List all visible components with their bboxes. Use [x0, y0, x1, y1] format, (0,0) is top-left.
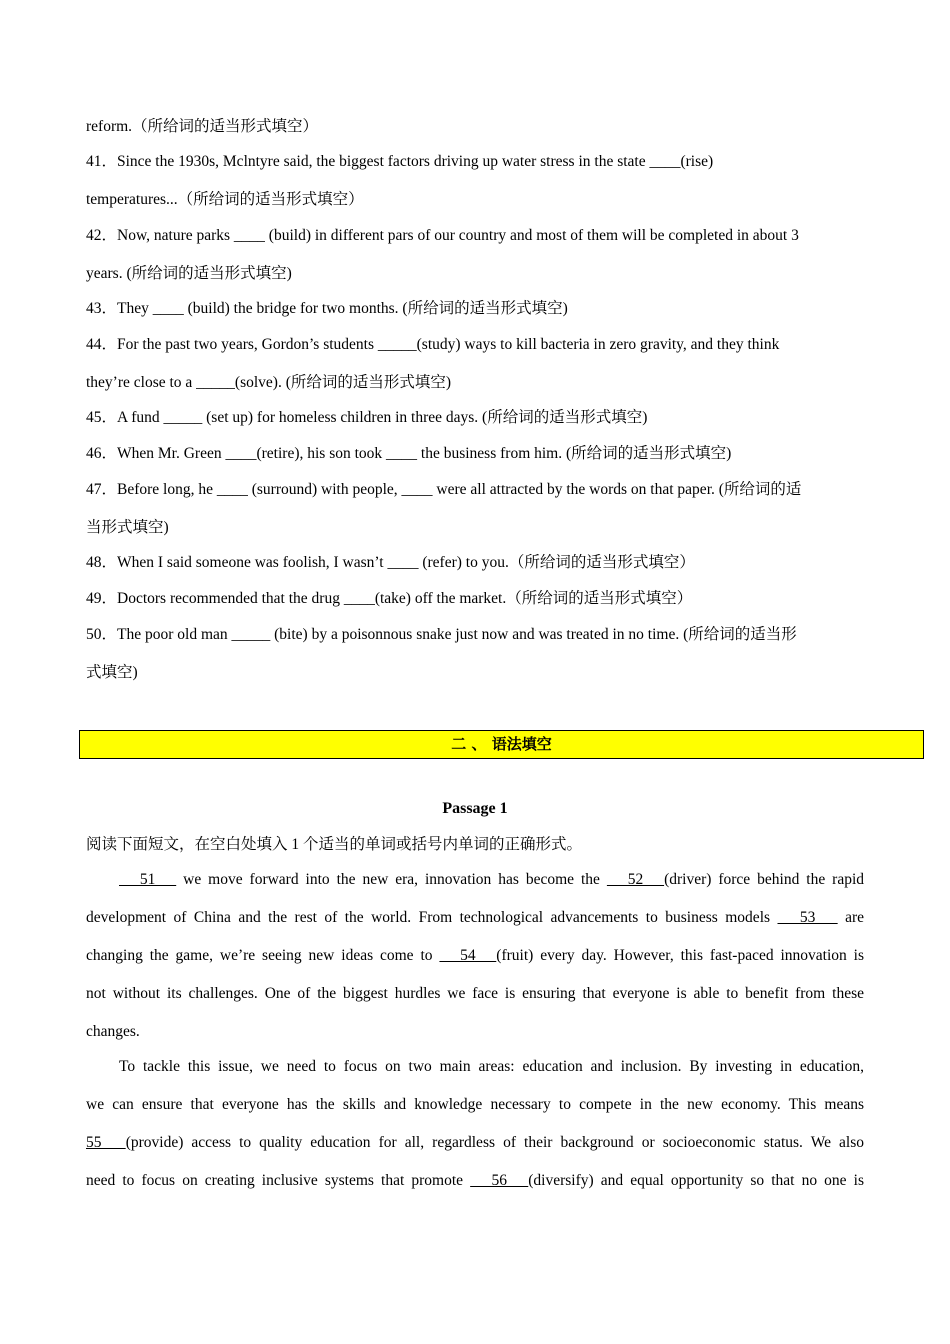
- passage-title: Passage 1: [442, 800, 508, 817]
- paragraph-line: development of China and the rest of the world. From technological advancements to business models 53 are: [86, 909, 865, 926]
- paragraph-line: not without its challenges. One of the biggest hurdles we face is ensuring that everyone is able to benefit from these: [86, 985, 864, 1002]
- blank-55[interactable]: 55: [86, 1134, 126, 1151]
- question-50-continuation: 式填空): [86, 664, 138, 681]
- paragraph-line: To tackle this issue, we need to focus on two main areas: education and inclusion. By investing in education,: [119, 1058, 864, 1075]
- passage-instruction: 阅读下面短文，在空白处填入 1 个适当的单词或括号内单词的正确形式。: [86, 836, 583, 853]
- question-49: 49．Doctors recommended that the drug ____(take) off the market.（所给词的适当形式填空）: [86, 590, 693, 607]
- question-45: 45．A fund _____ (set up) for homeless children in three days. (所给词的适当形式填空): [86, 409, 648, 426]
- paragraph-line: 51 we move forward into the new era, innovation has become the 52 (driver) force behind the rapid: [119, 871, 865, 888]
- paragraph-line: we can ensure that everyone has the skills and knowledge necessary to compete in the new economy. This means: [86, 1096, 864, 1113]
- paragraph-line: 55 (provide) access to quality education for all, regardless of their background or socioeconomic status. We also: [86, 1134, 865, 1151]
- question-50: 50．The poor old man _____ (bite) by a poisonnous snake just now and was treated in no time. (所给词的适当形: [86, 626, 797, 643]
- blank-54[interactable]: 54: [439, 947, 497, 964]
- section-header-grammar-fill: 二 、 语法填空: [79, 730, 924, 759]
- paragraph-line: changing the game, we’re seeing new ideas come to 54 (fruit) every day. However, this fast-paced innovation is: [86, 947, 865, 964]
- question-46: 46．When Mr. Green ____(retire), his son took ____ the business from him. (所给词的适当形式填空): [86, 445, 732, 462]
- question-47-continuation: 当形式填空): [86, 519, 169, 536]
- question-43: 43．They ____ (build) the bridge for two months. (所给词的适当形式填空): [86, 300, 568, 317]
- passage-paragraph-1: [86, 870, 864, 1060]
- question-42: 42．Now, nature parks ____ (build) in different pars of our country and most of them will be completed in about 3: [86, 227, 799, 244]
- paragraph-line: need to focus on creating inclusive systems that promote 56 (diversify) and equal opportunity so that no one is: [86, 1172, 865, 1189]
- paragraph-line: changes.: [86, 1023, 140, 1040]
- question-48: 48．When I said someone was foolish, I wasn’t ____ (refer) to you.（所给词的适当形式填空）: [86, 554, 695, 571]
- passage-paragraph-2: [86, 1057, 864, 1209]
- blank-51[interactable]: 51: [119, 871, 177, 888]
- blank-56[interactable]: 56: [470, 1172, 529, 1189]
- question-44: 44．For the past two years, Gordon’s students _____(study) ways to kill bacteria in zero gravity, and they think: [86, 336, 780, 353]
- blank-52[interactable]: 52: [606, 871, 665, 888]
- question-41: 41．Since the 1930s, Mclntyre said, the biggest factors driving up water stress in the state ____(rise): [86, 153, 714, 170]
- question-44-continuation: they’re close to a _____(solve). (所给词的适当形式填空): [86, 374, 452, 391]
- question-41-continuation: temperatures...（所给词的适当形式填空）: [86, 191, 364, 208]
- question-40-continuation: reform.（所给词的适当形式填空）: [86, 118, 319, 135]
- question-47: 47．Before long, he ____ (surround) with people, ____ were all attracted by the words on that paper. (所给词的适: [86, 481, 802, 498]
- blank-53[interactable]: 53: [777, 909, 838, 926]
- question-42-continuation: years. (所给词的适当形式填空): [86, 265, 292, 282]
